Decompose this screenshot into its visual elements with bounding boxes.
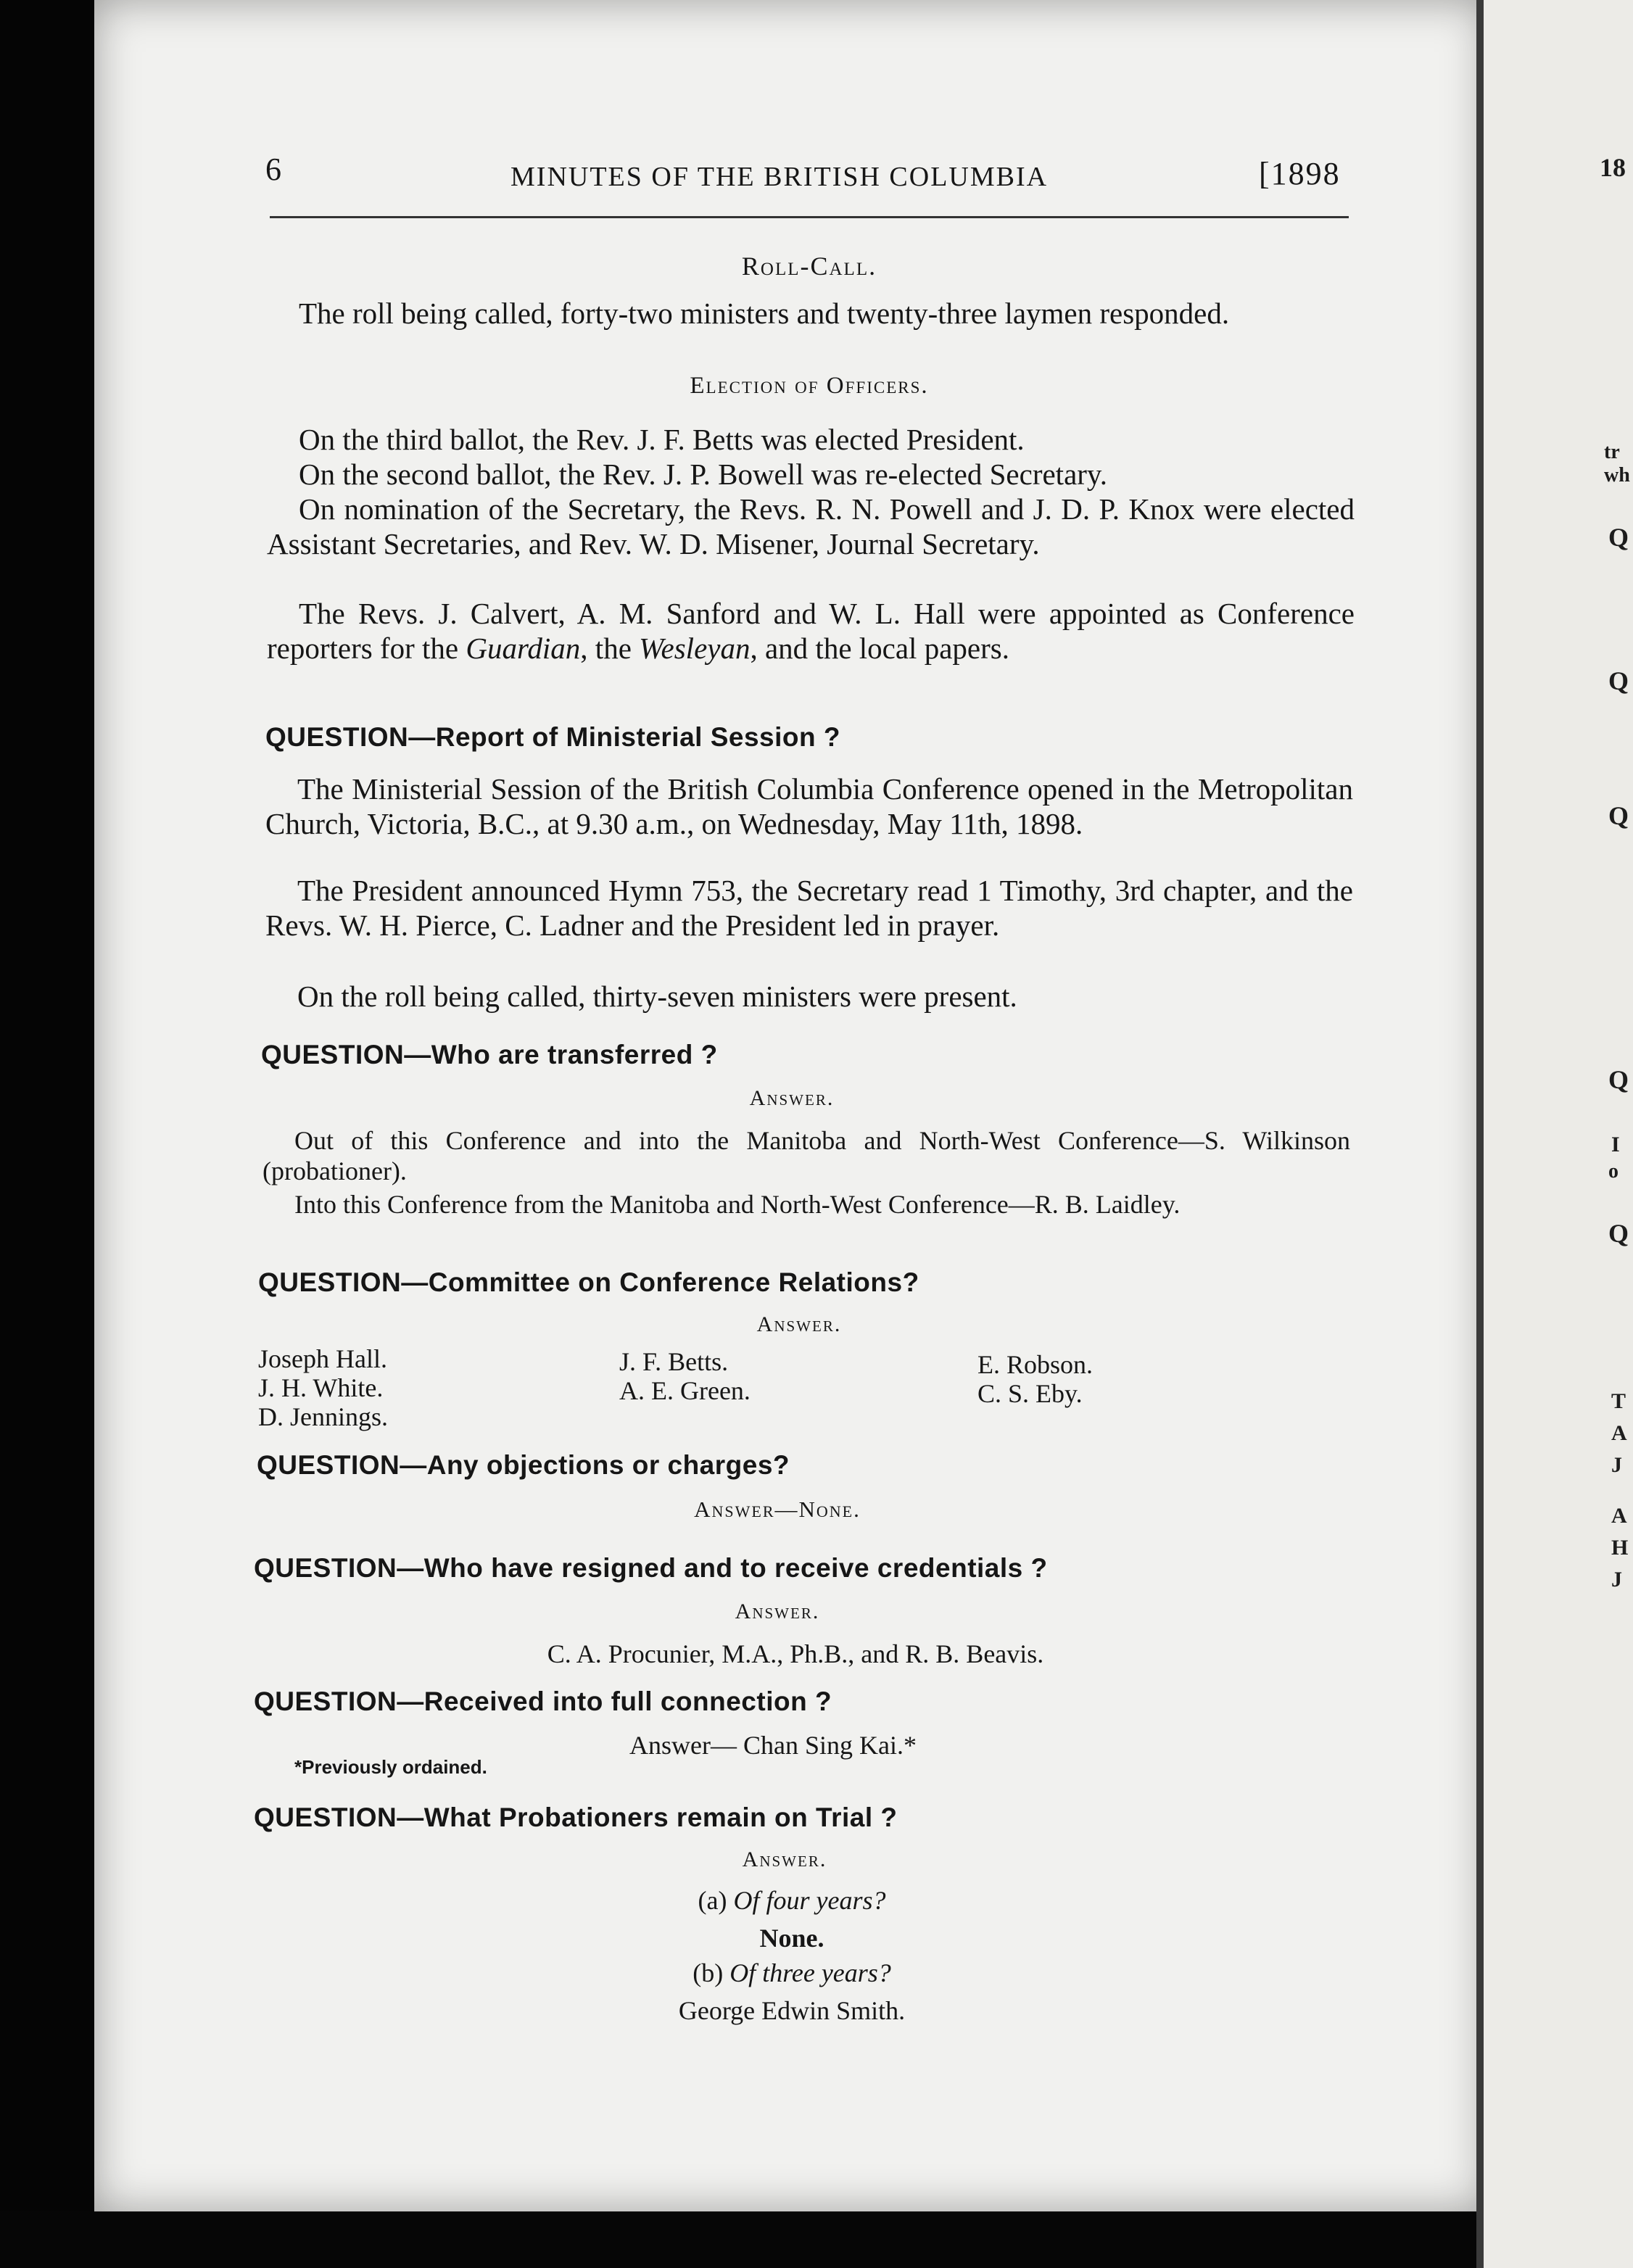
- ministerial-paragraph: The Ministerial Session of the British Columbia Conference opened in the Metropolitan Church, Victoria, B.C., at 9.30 a.m., on Wednesday, May 11th, 1898.: [265, 772, 1353, 840]
- facing-fragment: I: [1611, 1133, 1620, 1156]
- facing-fragment: Q: [1608, 1065, 1629, 1094]
- footnote: *Previously ordained.: [294, 1756, 487, 1778]
- facing-fragment: A: [1611, 1421, 1627, 1445]
- ministerial-paragraph: On the roll being called, thirty-seven ministers were present.: [297, 980, 1017, 1013]
- category-answer: None.: [759, 1924, 824, 1953]
- committee-member: E. Robson.: [977, 1350, 1094, 1379]
- facing-fragment: A: [1611, 1504, 1627, 1528]
- rollcall-text: The roll being called, forty-two ministers and twenty-three laymen responded.: [299, 297, 1230, 330]
- question-heading: QUESTION—Committee on Conference Relations?: [258, 1267, 919, 1297]
- election-paragraph: On nomination of the Secretary, the Revs. R. N. Powell and J. D. P. Knox were elected Assistant Secretaries, and Rev. W. D. Misener, Journal Secretary.: [267, 492, 1355, 560]
- committee-member: J. H. White.: [258, 1373, 384, 1402]
- category-text: Of three years?: [729, 1958, 891, 1987]
- category-answer: George Edwin Smith.: [678, 1996, 906, 2025]
- transfer-out: Out of this Conference and into the Manitoba and North-West Conference—S. Wilkinson (probationer).: [262, 1126, 1350, 1185]
- answer-label: Answer.: [742, 1847, 827, 1871]
- transfer-into: Into this Conference from the Manitoba and North-West Conference—R. B. Laidley.: [294, 1190, 1181, 1219]
- guardian-title: Guardian: [466, 632, 581, 665]
- facing-fragment: Q: [1608, 666, 1629, 695]
- facing-fragment: o: [1608, 1160, 1618, 1183]
- answer-text: Answer— Chan Sing Kai.*: [629, 1731, 917, 1760]
- ministerial-paragraph: The President announced Hymn 753, the Secretary read 1 Timothy, 3rd chapter, and the Revs. W. H. Pierce, C. Ladner and the President led in prayer.: [265, 874, 1353, 942]
- committee-column-2: [619, 1347, 751, 1405]
- category-label: (a): [698, 1886, 727, 1915]
- committee-member: Joseph Hall.: [258, 1344, 387, 1373]
- resigned-names: C. A. Procunier, M.A., Ph.B., and R. B. Beavis.: [547, 1639, 1044, 1668]
- election-heading: Election of Officers.: [690, 373, 929, 399]
- facing-page: [1484, 0, 1633, 2268]
- committee-member: D. Jennings.: [258, 1402, 388, 1431]
- question-heading: QUESTION—Received into full connection ?: [254, 1686, 832, 1716]
- question-heading: QUESTION—Any objections or charges?: [257, 1450, 790, 1480]
- page-gutter: [1476, 0, 1484, 2268]
- reporters-text: The Revs. J. Calvert, A. M. Sanford and W. L. Hall were appointed as Conference reporters for the: [267, 597, 1355, 665]
- reporters-paragraph: [267, 596, 1355, 666]
- running-title: MINUTES OF THE BRITISH COLUMBIA: [510, 162, 1049, 192]
- page-number: 6: [265, 152, 283, 187]
- scan-border: [0, 2211, 1476, 2268]
- facing-fragment: H: [1611, 1536, 1629, 1560]
- header-year: [1898: [1259, 156, 1341, 191]
- committee-column-1: [258, 1344, 388, 1431]
- question-heading: QUESTION—Who have resigned and to receive credentials ?: [254, 1553, 1048, 1583]
- category-label: (b): [693, 1958, 724, 1987]
- rollcall-heading: Roll-Call.: [741, 252, 877, 281]
- reporters-text: , and the local papers.: [750, 632, 1009, 665]
- facing-fragment: J: [1611, 1453, 1622, 1477]
- question-heading: QUESTION—What Probationers remain on Trial ?: [254, 1803, 898, 1832]
- committee-column-3: [977, 1350, 1093, 1408]
- question-heading: QUESTION—Report of Ministerial Session ?: [265, 722, 840, 752]
- committee-member: A. E. Green.: [619, 1376, 751, 1405]
- facing-fragment: T: [1611, 1389, 1626, 1413]
- facing-fragment: Q: [1608, 523, 1629, 552]
- facing-fragment: J: [1611, 1568, 1622, 1592]
- probation-category: [270, 1958, 1314, 1988]
- wesleyan-title: Wesleyan: [639, 632, 751, 665]
- facing-fragment: tr: [1604, 441, 1620, 463]
- answer-label: Answer.: [756, 1312, 842, 1336]
- category-text: Of four years?: [733, 1886, 886, 1915]
- answer-label: Answer.: [735, 1599, 820, 1623]
- answer-label: Answer.: [749, 1086, 835, 1110]
- facing-fragment: Q: [1608, 801, 1629, 830]
- facing-fragment: wh: [1604, 464, 1630, 487]
- election-paragraph: On the third ballot, the Rev. J. F. Betts was elected President.: [299, 423, 1025, 456]
- facing-page-number: 18: [1600, 153, 1626, 182]
- committee-member: J. F. Betts.: [619, 1347, 729, 1376]
- reporters-text: , the: [580, 632, 640, 665]
- answer-text: Answer—None.: [694, 1497, 861, 1522]
- facing-fragment: Q: [1608, 1219, 1629, 1248]
- question-heading: QUESTION—Who are transferred ?: [261, 1040, 718, 1069]
- header-rule: [270, 216, 1349, 218]
- probation-category: [270, 1885, 1314, 1916]
- committee-member: C. S. Eby.: [977, 1379, 1083, 1408]
- election-paragraph: On the second ballot, the Rev. J. P. Bowell was re-elected Secretary.: [299, 458, 1108, 491]
